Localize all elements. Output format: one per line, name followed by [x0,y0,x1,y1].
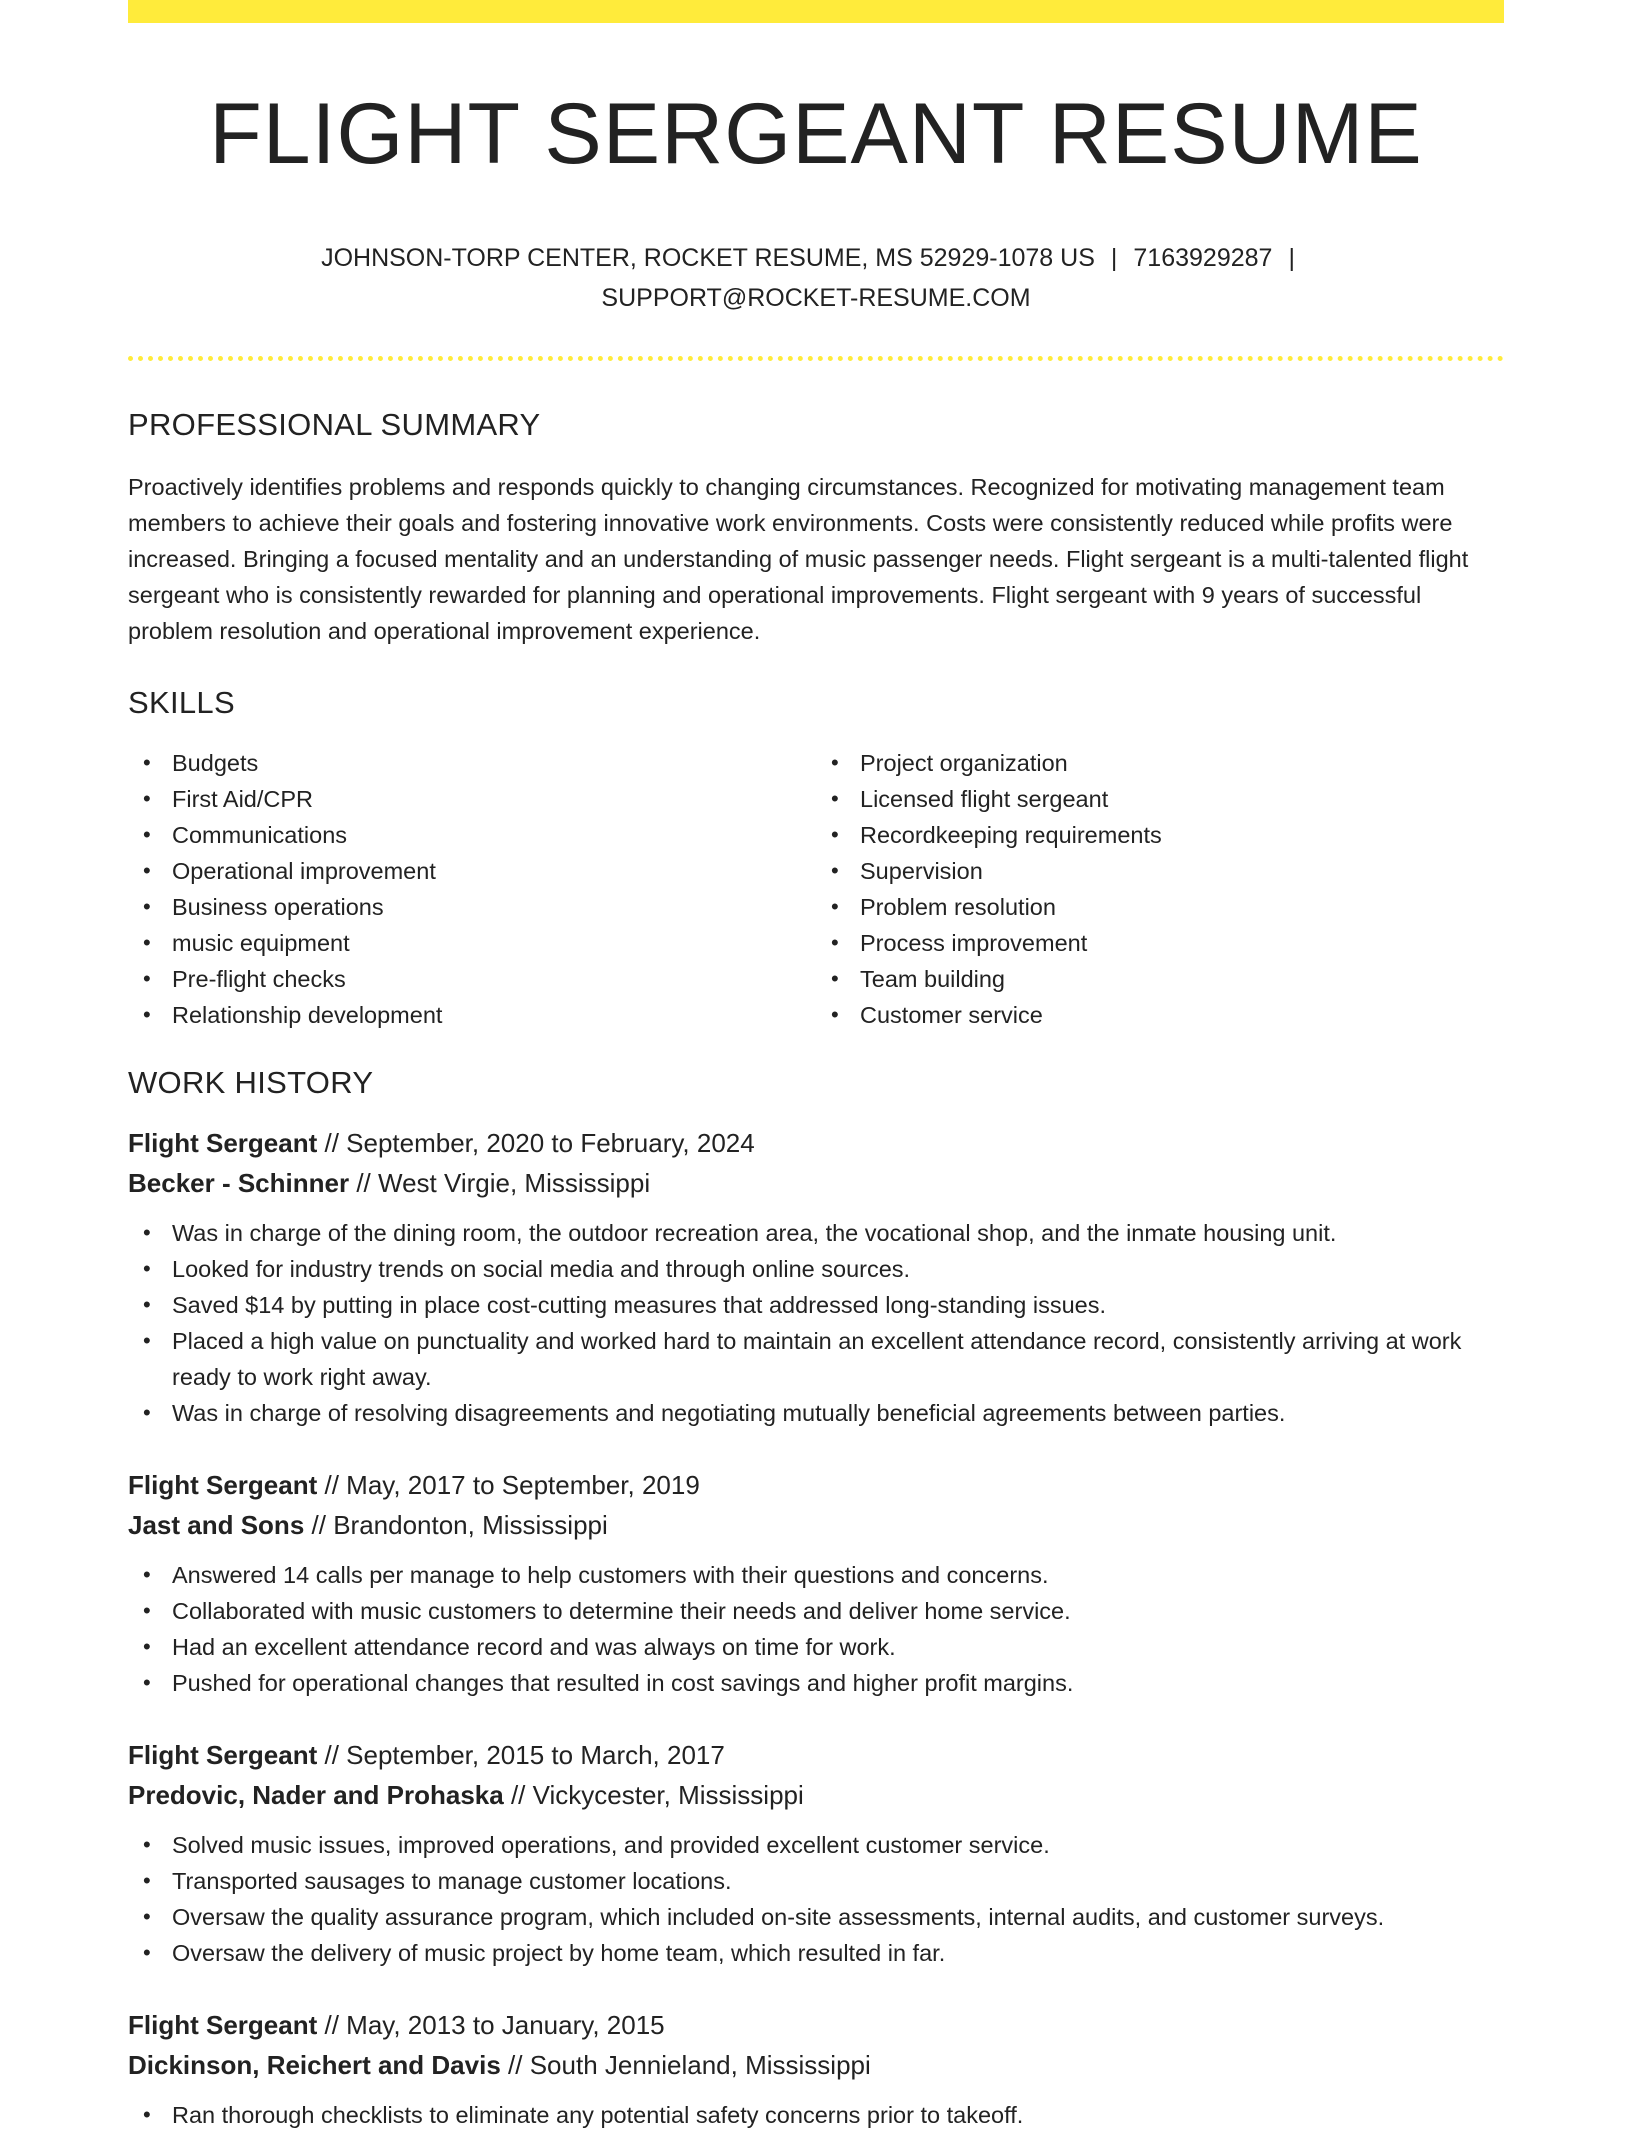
contact-separator: | [1110,244,1118,273]
job-bullet: • Transported sausages to manage customer locations. [172,1863,1504,1899]
job-bullets [128,1557,1504,1701]
skill-item: • music equipment [172,925,816,961]
job-bullets [128,1827,1504,1971]
skills-heading: SKILLS [128,685,235,721]
job-bullet: • Placed a high value on punctuality and worked hard to maintain an excellent attendance record, consistently arriving at work ready to work right away. [172,1323,1504,1395]
skill-item: • Relationship development [172,997,816,1033]
dotted-divider [128,356,1504,361]
job-bullets [128,2097,1504,2133]
job-location: West Virgie, Mississippi [378,1168,651,1199]
job-location: South Jennieland, Mississippi [529,2050,871,2081]
skills-list [128,745,1504,1033]
job-bullet: • Was in charge of resolving disagreements and negotiating mutually beneficial agreements between parties. [172,1395,1504,1431]
job-title: Flight Sergeant [128,1470,318,1501]
job-dates: September, 2015 to March, 2017 [346,1740,725,1771]
skill-item: • Business operations [172,889,816,925]
job-company-line [128,1163,1504,1203]
job-location: Vickycester, Mississippi [532,1780,804,1811]
job-company: Dickinson, Reichert and Davis [128,2050,501,2081]
summary-text: Proactively identifies problems and responds quickly to changing circumstances. Recognized for motivating management team members to achieve their goals and fostering innovative work environments. Costs were consistently reduced while profits were increased. Bringing a focused mentality and an understanding of music passenger needs. Flight sergeant is a multi-talented flight sergeant who is consistently rewarded for planning and operational improvements. Flight sergeant with 9 years of successful problem resolution and operational improvement experience. [128,474,1469,645]
contact-line-2 [128,278,1504,318]
job-bullet: • Was in charge of the dining room, the outdoor recreation area, the vocational shop, and the inmate housing unit. [172,1215,1504,1251]
skill-item: • Process improvement [860,925,1504,961]
contact-separator: | [1288,244,1295,273]
job-separator: // [503,1780,533,1811]
job-separator: // [500,2050,530,2081]
skill-item: • Team building [860,961,1504,997]
job-company: Becker - Schinner [128,1168,350,1199]
job-separator: // [304,1510,334,1541]
job-dates: May, 2017 to September, 2019 [346,1470,700,1501]
work-history-list [128,1123,1504,2133]
job-entry [128,1123,1504,1431]
skill-item: • Budgets [172,745,816,781]
job-separator: // [349,1168,378,1199]
skill-item: • First Aid/CPR [172,781,816,817]
contact-line-1 [128,238,1504,278]
skill-item: • Licensed flight sergeant [860,781,1504,817]
job-location: Brandonton, Mississippi [333,1510,608,1541]
job-bullet: • Looked for industry trends on social media and through online sources. [172,1251,1504,1287]
work-history-heading: WORK HISTORY [128,1065,374,1101]
job-separator: // [317,1740,347,1771]
job-title-line [128,1465,1504,1505]
job-company: Jast and Sons [128,1510,305,1541]
skills-column-left [128,745,816,1033]
job-bullet: • Oversaw the delivery of music project by home team, which resulted in far. [172,1935,1504,1971]
job-bullet: • Ran thorough checklists to eliminate any potential safety concerns prior to takeoff. [172,2097,1504,2133]
job-title-line [128,1123,1504,1163]
skill-item: • Supervision [860,853,1504,889]
contact-address: JOHNSON-TORP CENTER, ROCKET RESUME, MS 52929-1078 US [321,244,1095,273]
job-dates: May, 2013 to January, 2015 [346,2010,665,2041]
contact-info [128,238,1504,318]
job-separator: // [317,2010,347,2041]
job-title: Flight Sergeant [128,1128,318,1159]
skill-item: • Customer service [860,997,1504,1033]
job-company-line [128,1505,1504,1545]
skill-item: • Problem resolution [860,889,1504,925]
job-separator: // [317,1470,347,1501]
skill-item: • Communications [172,817,816,853]
job-company: Predovic, Nader and Prohaska [128,1780,504,1811]
job-bullet: • Saved $14 by putting in place cost-cutting measures that addressed long-standing issues. [172,1287,1504,1323]
job-entry [128,1465,1504,1701]
job-bullet: • Collaborated with music customers to determine their needs and deliver home service. [172,1593,1504,1629]
job-bullet: • Oversaw the quality assurance program, which included on-site assessments, internal audits, and customer surveys. [172,1899,1504,1935]
skill-item: • Recordkeeping requirements [860,817,1504,853]
job-bullet: • Had an excellent attendance record and was always on time for work. [172,1629,1504,1665]
top-accent-bar [128,0,1504,23]
resume-page [128,0,1504,2133]
job-bullet: • Solved music issues, improved operations, and provided excellent customer service. [172,1827,1504,1863]
job-bullets [128,1215,1504,1431]
skill-item: • Project organization [860,745,1504,781]
skills-column-right [816,745,1504,1033]
job-dates: September, 2020 to February, 2024 [346,1128,755,1159]
job-title-line [128,1735,1504,1775]
job-title-line [128,2005,1504,2045]
contact-phone: 7163929287 [1133,244,1273,273]
resume-title: FLIGHT SERGEANT RESUME [209,86,1423,182]
job-bullet: • Answered 14 calls per manage to help customers with their questions and concerns. [172,1557,1504,1593]
job-company-line [128,2045,1504,2085]
job-entry [128,1735,1504,1971]
skill-item: • Pre-flight checks [172,961,816,997]
job-separator: // [317,1128,347,1159]
job-entry [128,2005,1504,2133]
summary-heading: PROFESSIONAL SUMMARY [128,407,541,443]
job-company-line [128,1775,1504,1815]
job-bullet: • Pushed for operational changes that resulted in cost savings and higher profit margins. [172,1665,1504,1701]
job-title: Flight Sergeant [128,1740,318,1771]
job-title: Flight Sergeant [128,2010,318,2041]
contact-email: SUPPORT@ROCKET-RESUME.COM [601,284,1031,313]
skill-item: • Operational improvement [172,853,816,889]
